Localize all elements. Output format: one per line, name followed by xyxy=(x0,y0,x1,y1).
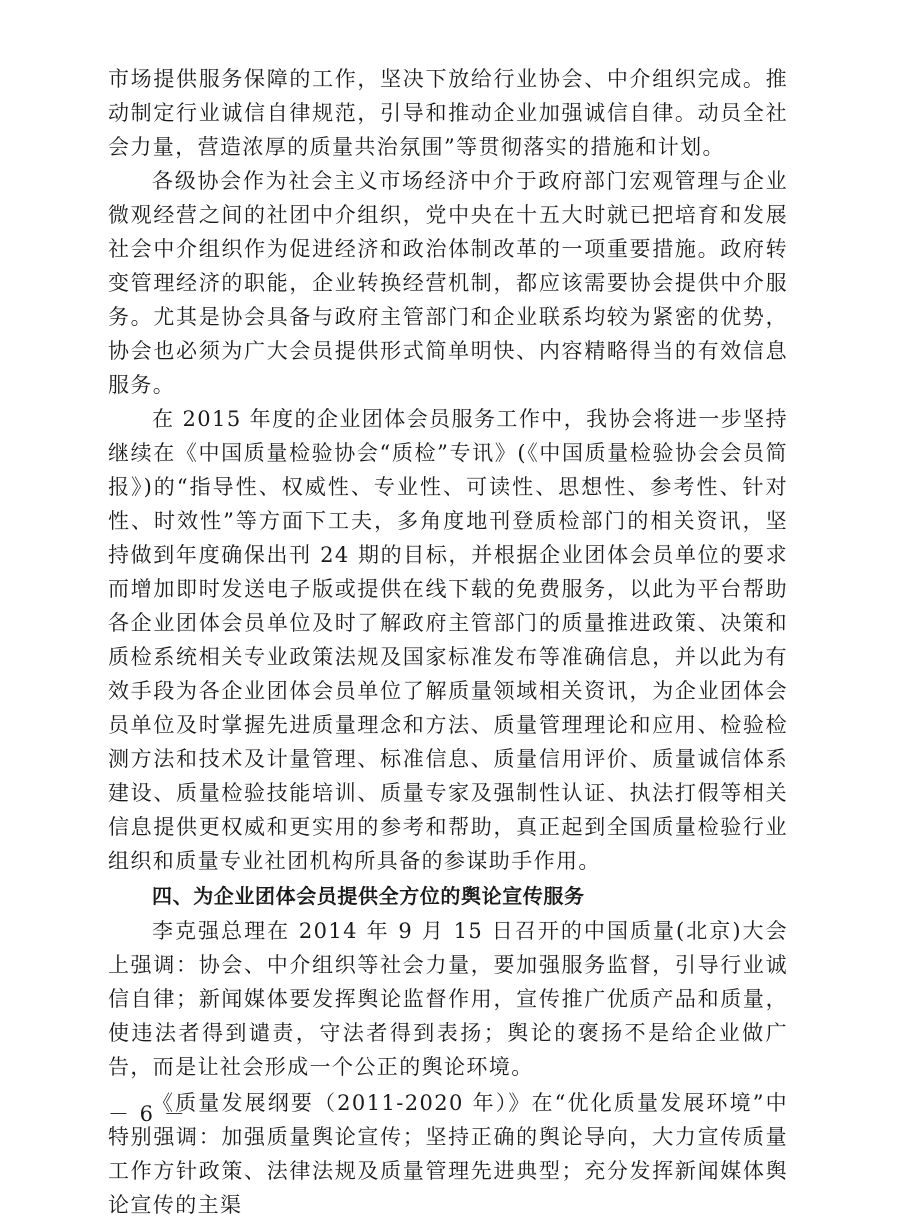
paragraph-2015-member-service: 在 2015 年度的企业团体会员服务工作中，我协会将进一步坚持继续在《中国质量检验协会“质检”专讯》(《中国质量检验协会会员简报》)的“指导性、权威性、专业性、可读性、思想性、参考性、针对性、时效性”等方面下工夫，多角度地刊登质检部门的相关资讯，坚持做到年度确保出刊 24 期的目标，并根据企业团体会员单位的要求而增加即时发送电子版或提供在线下载的免费服务，以此为平台帮助各企业团体会员单位及时了解政府主管部门的质量推进政策、决策和质检系统相关专业政策法规及国家标准发布等准确信息，并以此为有效手段为各企业团体会员单位了解质量领域相关资讯，为企业团体会员单位及时掌握先进质量理念和方法、质量管理理论和应用、检验检测方法和技术及计量管理、标准信息、质量信用评价、质量诚信体系建设、质量检验技能培训、质量专家及强制性认证、执法打假等相关信息提供更权威和更实用的参考和帮助，真正起到全国质量检验行业组织和质量专业社团机构所具备的参谋助手作用。 xyxy=(108,407,788,873)
document-body xyxy=(108,62,788,1222)
page-number: － 6 － xyxy=(108,1102,187,1126)
paragraph-premier-speech: 李克强总理在 2014 年 9 月 15 日召开的中国质量(北京)大会上强调：协会、中介组织等社会力量，要加强服务监督，引导行业诚信自律；新闻媒体要发挥舆论监督作用，宣传推广优质产品和质量，使违法者得到谴责，守法者得到表扬；舆论的褒扬不是给企业做广告，而是让社会形成一个公正的舆论环境。 xyxy=(108,919,788,1079)
paragraph-association-role: 各级协会作为社会主义市场经济中介于政府部门宏观管理与企业微观经营之间的社团中介组织，党中央在十五大时就已把培育和发展社会中介组织作为促进经济和政治体制改革的一项重要措施。政府转变管理经济的职能，企业转换经营机制，都应该需要协会提供中介服务。尤其是协会具备与政府主管部门和企业联系均较为紧密的优势，协会也必须为广大会员提供形式简单明快、内容精略得当的有效信息服务。 xyxy=(108,169,788,397)
paragraph-continuation: 市场提供服务保障的工作，坚决下放给行业协会、中介组织完成。推动制定行业诚信自律规范，引导和推动企业加强诚信自律。动员全社会力量，营造浓厚的质量共治氛围”等贯彻落实的措施和计划。 xyxy=(108,67,788,159)
paragraph-quality-outline: 《质量发展纲要（2011-2020 年）》在“优化质量发展环境”中特别强调：加强质量舆论宣传；坚持正确的舆论导向，大力宣传质量工作方针政策、法律法规及质量管理先进典型；充分发挥新闻媒体舆论宣传的主渠 xyxy=(108,1091,788,1217)
section-heading: 四、为企业团体会员提供全方位的舆论宣传服务 xyxy=(152,884,585,908)
